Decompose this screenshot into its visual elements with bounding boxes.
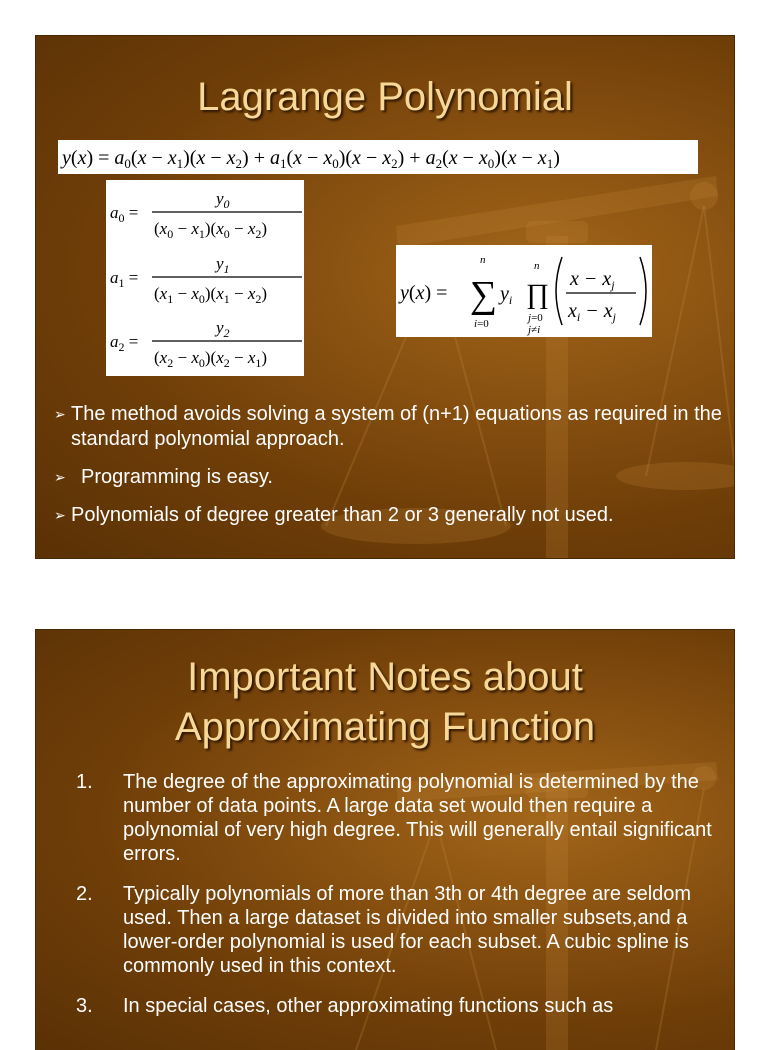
svg-text:y1: $y_1$ (216, 254, 230, 276)
slide-important-notes (36, 630, 734, 1050)
bullet-text: Programming is easy. (81, 466, 273, 488)
svg-text:∏: ∏ (526, 279, 550, 310)
item-number: 3. (76, 995, 93, 1017)
svg-text:x − xj: $x - x_j$ (570, 268, 615, 292)
svg-text:xi − xj: $x_i - x_j$ (568, 300, 616, 324)
svg-text:n: n (534, 260, 540, 272)
svg-text:(x2 − x0)(x2 − x1): $(x_2 - x_0)(x_2 - x_1)$ (154, 348, 268, 370)
numbered-list (76, 770, 716, 1034)
svg-text:y2: $y_2$ (216, 318, 230, 340)
slide-title-line1: Important Notes about (187, 655, 583, 699)
item-number: 1. (76, 771, 93, 793)
list-item (76, 994, 716, 1018)
item-text: Typically polynomials of more than 3th or 4th degree are seldom used. Then a large dataset is divided into smaller subsets,and a lower-order polynomial is used for each subset. A cubic spline is commonly used in this context. (123, 883, 692, 977)
svg-text:j≠i: j≠i (528, 324, 541, 336)
list-item (76, 770, 716, 866)
svg-text:i=0: i=0 (474, 318, 489, 330)
bullet-text: The method avoids solving a system of (n+1) equations as required in the standard polynomial approach. (71, 403, 722, 450)
svg-text:n: n (480, 254, 486, 266)
bullet-text: Polynomials of degree greater than 2 or 3 generally not used. (71, 504, 614, 526)
formula-lagrange-general (396, 245, 652, 337)
slide-lagrange-polynomial (36, 36, 734, 558)
slide-title: Lagrange Polynomial (197, 75, 573, 119)
svg-text:(x0 − x1)(x0 − x2): $(x_0 - x_1)(x_0 - x_2)$ (154, 219, 268, 241)
arrow-bullet-icon: ➢ (54, 469, 66, 485)
list-item (76, 882, 716, 978)
svg-text:a2 =: $a_2$ = (110, 332, 139, 354)
svg-text:∑: ∑ (470, 274, 498, 316)
bullet-item (54, 503, 722, 528)
svg-text:y(x) =: y(x) = (400, 282, 448, 304)
formula-polynomial (58, 140, 698, 174)
svg-text:yi: $y_i$ (500, 283, 513, 307)
svg-text:(x1 − x0)(x1 − x2): $(x_1 - x_0)(x_1 - x_2)$ (154, 284, 268, 306)
bullet-item (54, 402, 722, 452)
svg-text:y0: $y_0$ (216, 189, 230, 211)
item-text: In special cases, other approximating functions such as (123, 995, 614, 1017)
svg-text:j=0: j=0 (528, 312, 543, 324)
svg-text:y(x) = a0(x − x1)(x − x2) + a1: $y(x) = a_0(x - x_1)(x - x_2) + a_1(x - x_0)(x - x_2) + a_2(x - x_0)(x - x_1)$ (62, 147, 560, 171)
bullet-item (54, 465, 722, 490)
arrow-bullet-icon: ➢ (54, 507, 66, 523)
svg-text:a1 =: $a_1$ = (110, 268, 139, 290)
bullet-list (54, 402, 722, 541)
svg-text:a0 =: $a_0$ = (110, 203, 139, 225)
item-number: 2. (76, 883, 93, 905)
arrow-bullet-icon: ➢ (54, 406, 66, 422)
slide-title-line2: Approximating Function (174, 705, 596, 749)
item-text: The degree of the approximating polynomial is determined by the number of data points. A large data set would then require a polynomial of very high degree. This will generally entail significant errors. (123, 771, 712, 865)
formula-coefficients (106, 180, 304, 376)
